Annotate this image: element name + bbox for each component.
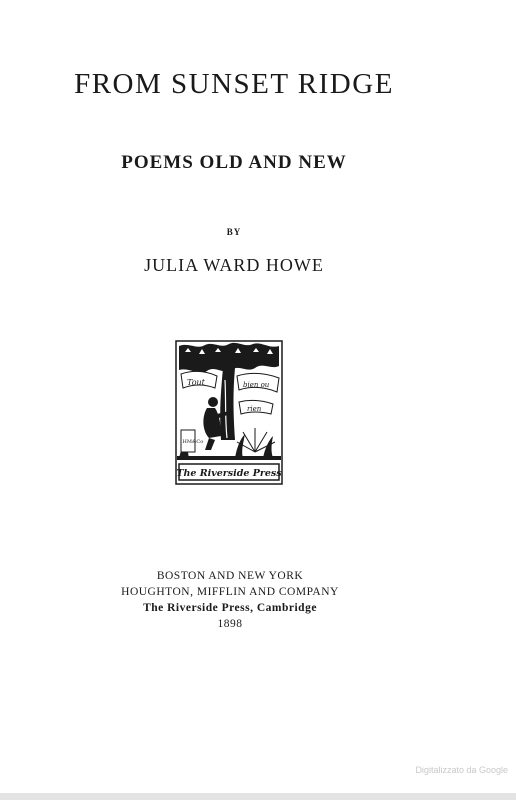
- byline-label: BY: [226, 227, 242, 237]
- riverside-press-emblem: [175, 340, 283, 485]
- imprint-press: The Riverside Press, Cambridge: [143, 602, 317, 614]
- digitization-watermark: Digitalizzato da Google: [415, 765, 508, 775]
- imprint-block: [0, 568, 460, 632]
- imprint-publisher: HOUGHTON, MIFFLIN AND COMPANY: [121, 586, 339, 598]
- author-name: JULIA WARD HOWE: [144, 255, 324, 275]
- banner-text: The Riverside Press: [176, 468, 282, 479]
- imprint-year: 1898: [217, 618, 243, 630]
- imprint-city: BOSTON AND NEW YORK: [156, 570, 304, 582]
- motto-right-text: bien ou: [243, 381, 270, 389]
- book-title: FROM SUNSET RIDGE: [74, 68, 394, 100]
- bottom-strip: [0, 793, 516, 800]
- motto-bottom-text: rien: [247, 405, 262, 413]
- book-subtitle: POEMS OLD AND NEW: [121, 152, 347, 173]
- monogram-text: HM&Co: [182, 439, 204, 445]
- motto-left-text: Tout: [187, 378, 205, 387]
